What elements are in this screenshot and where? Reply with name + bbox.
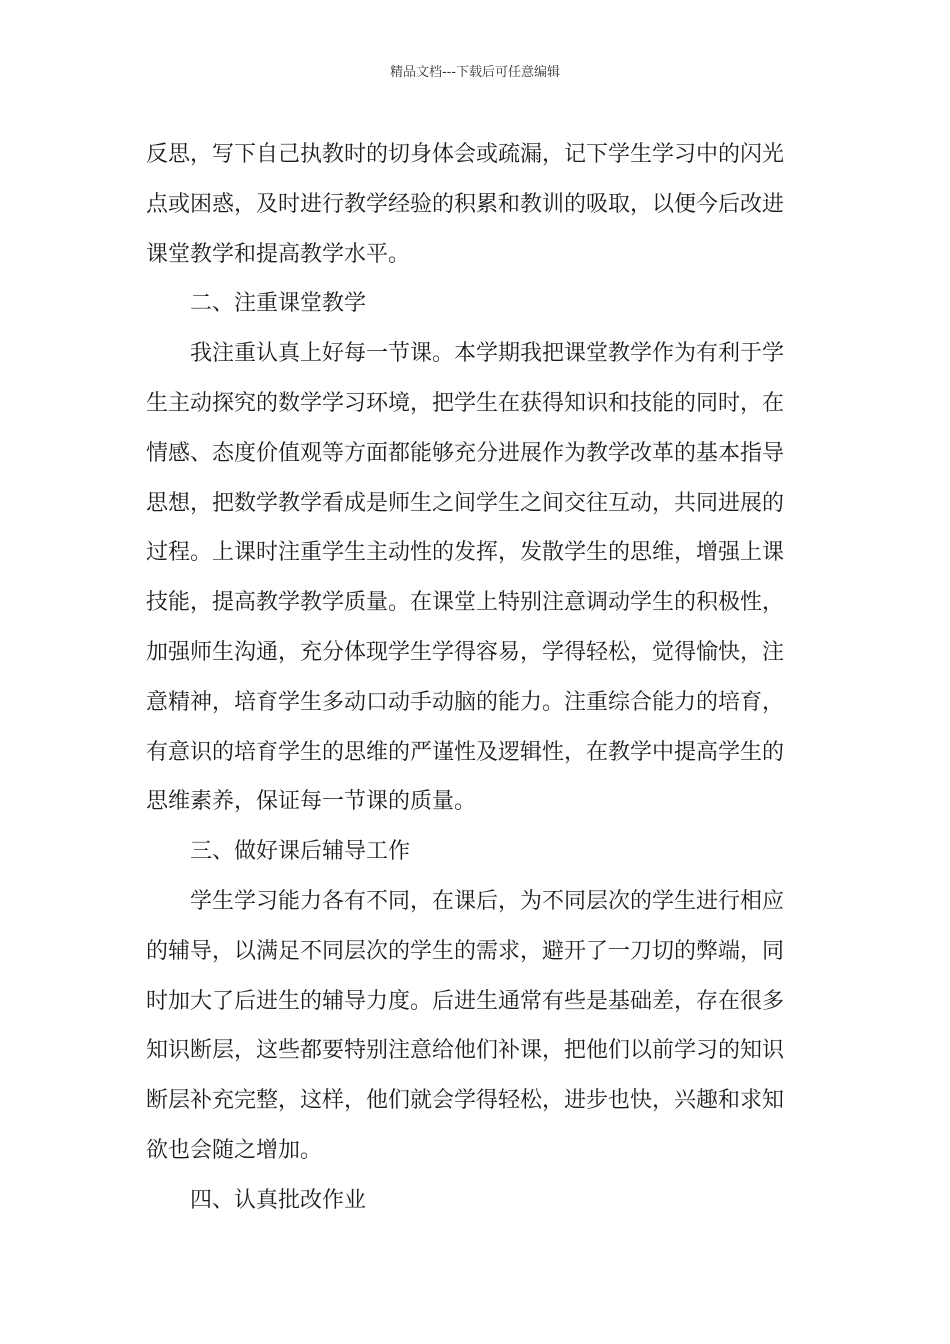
paragraph-line: 知识断层，这些都要特别注意给他们补课，把他们以前学习的知识 [146,1038,785,1064]
paragraph-line: 点或困惑，及时进行教学经验的积累和教训的吸取，以便今后改进 [146,191,785,217]
paragraph-line: 有意识的培育学生的思维的严谨性及逻辑性，在教学中提高学生的 [146,739,785,765]
body-text [146,130,806,1226]
section-heading: 四、认真批改作业 [190,1187,367,1213]
paragraph-line: 断层补充完整，这样，他们就会学得轻松，进步也快，兴趣和求知 [146,1088,785,1114]
paragraph-line: 生主动探究的数学学习环境，把学生在获得知识和技能的同时，在 [146,390,785,416]
paragraph-line: 反思，写下自己执教时的切身体会或疏漏，记下学生学习中的闪光 [146,142,785,167]
paragraph-line: 课堂教学和提高教学水平。 [146,241,411,267]
paragraph-line: 学生学习能力各有不同，在课后，为不同层次的学生进行相应 [190,888,785,914]
paragraph-line: 我注重认真上好每一节课。本学期我把课堂教学作为有利于学 [190,341,785,367]
paragraph-line: 意精神，培育学生多动口动手动脑的能力。注重综合能力的培育， [146,689,785,715]
section-heading: 二、注重课堂教学 [190,291,367,317]
paragraph-line: 加强师生沟通，充分体现学生学得容易，学得轻松，觉得愉快，注 [146,639,785,665]
paragraph-line: 情感、态度价值观等方面都能够充分进展作为教学改革的基本指导 [146,440,785,466]
paragraph-line: 的辅导，以满足不同层次的学生的需求，避开了一刀切的弊端，同 [146,938,785,964]
paragraph-line: 思维素养，保证每一节课的质量。 [146,789,477,815]
paragraph-line: 思想，把数学教学看成是师生之间学生之间交往互动，共同进展的 [146,490,785,516]
section-heading: 三、做好课后辅导工作 [190,839,411,865]
paragraph-line: 时加大了后进生的辅导力度。后进生通常有些是基础差，存在很多 [146,988,785,1014]
paragraph-line: 欲也会随之增加。 [146,1137,323,1163]
paragraph-line: 过程。上课时注重学生主动性的发挥，发散学生的思维，增强上课 [146,540,785,566]
page-header: 精品文档---下载后可任意编辑 [389,65,561,80]
paragraph-line: 技能，提高教学教学质量。在课堂上特别注意调动学生的积极性， [146,590,785,616]
